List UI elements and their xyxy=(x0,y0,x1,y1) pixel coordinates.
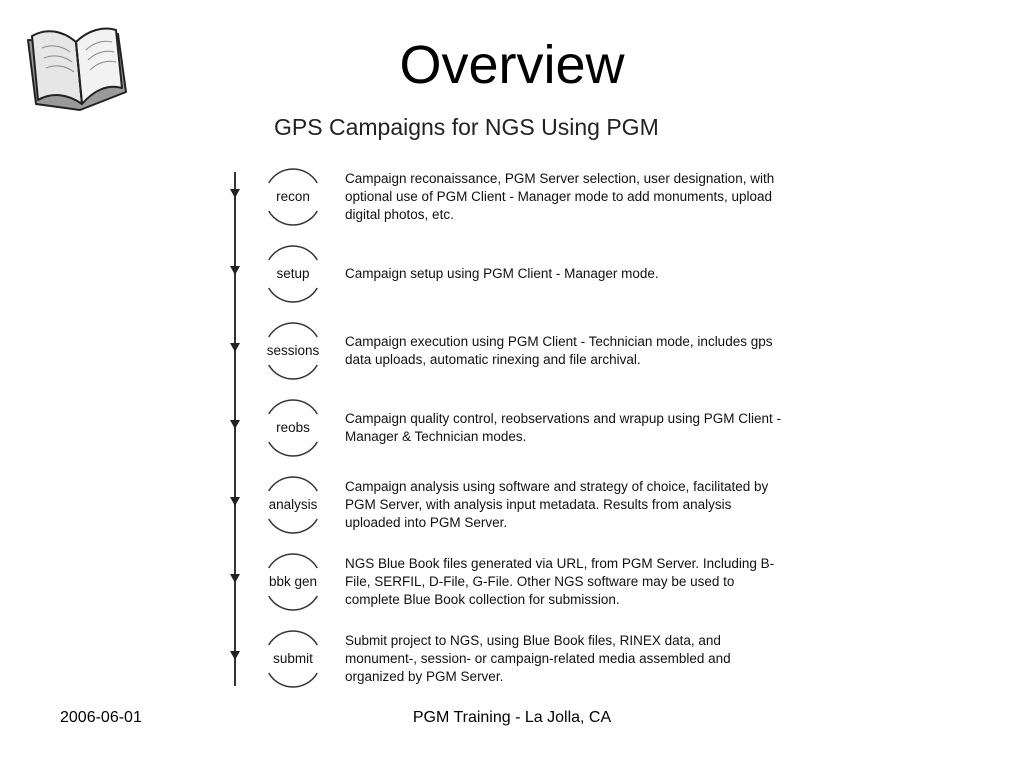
step-circle-top-reobs xyxy=(269,400,317,414)
step-circle-bottom-recon xyxy=(269,211,317,225)
footer-title: PGM Training - La Jolla, CA xyxy=(412,709,612,726)
page-title: Overview xyxy=(399,35,625,95)
step-label-bbk-gen: bbk gen xyxy=(268,574,318,589)
footer-date: 2006-06-01 xyxy=(60,709,142,726)
step-description-bbk-gen: NGS Blue Book files generated via URL, from PGM Server. Including B-File, SERFIL, D-File, G-File. Other NGS software may be used to complete Blue Book collection for submission. xyxy=(345,556,775,607)
step-arrow-recon xyxy=(230,189,240,198)
diagram-title: GPS Campaigns for NGS Using PGM xyxy=(274,114,659,140)
step-label-sessions: sessions xyxy=(266,343,320,358)
step-arrow-setup xyxy=(230,266,240,275)
step-label-recon: recon xyxy=(276,189,310,204)
step-circle-top-recon xyxy=(269,169,317,183)
step-label-submit: submit xyxy=(273,651,313,666)
step-description-reobs: Campaign quality control, reobservations and wrapup using PGM Client - Manager & Technician modes. xyxy=(345,411,781,444)
step-circle-top-setup xyxy=(269,246,317,260)
step-circle-top-sessions xyxy=(269,323,317,337)
step-arrow-sessions xyxy=(230,343,240,352)
step-arrow-submit xyxy=(230,651,240,660)
step-circle-bottom-setup xyxy=(269,288,317,302)
step-circle-top-submit xyxy=(269,631,317,645)
step-arrow-reobs xyxy=(230,420,240,429)
step-arrow-analysis xyxy=(230,497,240,506)
step-circle-top-bbk-gen xyxy=(269,554,317,568)
step-description-analysis: Campaign analysis using software and strategy of choice, facilitated by PGM Server, with analysis input metadata. Results from analysis uploaded into PGM Server. xyxy=(345,479,769,530)
step-description-recon: Campaign reconaissance, PGM Server selection, user designation, with optional use of PGM Client - Manager mode to add monuments, upload digital photos, etc. xyxy=(345,171,775,222)
step-description-setup: Campaign setup using PGM Client - Manager mode. xyxy=(345,266,659,281)
step-description-submit: Submit project to NGS, using Blue Book files, RINEX data, and monument-, session- or campaign-related media assembled and organized by PGM Server. xyxy=(345,633,731,684)
step-circle-bottom-sessions xyxy=(269,365,317,379)
step-circle-bottom-bbk-gen xyxy=(269,596,317,610)
step-arrow-bbk-gen xyxy=(230,574,240,583)
step-circle-bottom-submit xyxy=(269,673,317,687)
step-circle-bottom-analysis xyxy=(269,519,317,533)
step-label-reobs: reobs xyxy=(276,420,310,435)
step-circle-top-analysis xyxy=(269,477,317,491)
step-label-analysis: analysis xyxy=(268,497,318,512)
step-circle-bottom-reobs xyxy=(269,442,317,456)
step-description-sessions: Campaign execution using PGM Client - Technician mode, includes gps data uploads, automatic rinexing and file archival. xyxy=(345,334,773,367)
step-label-setup: setup xyxy=(276,266,310,281)
